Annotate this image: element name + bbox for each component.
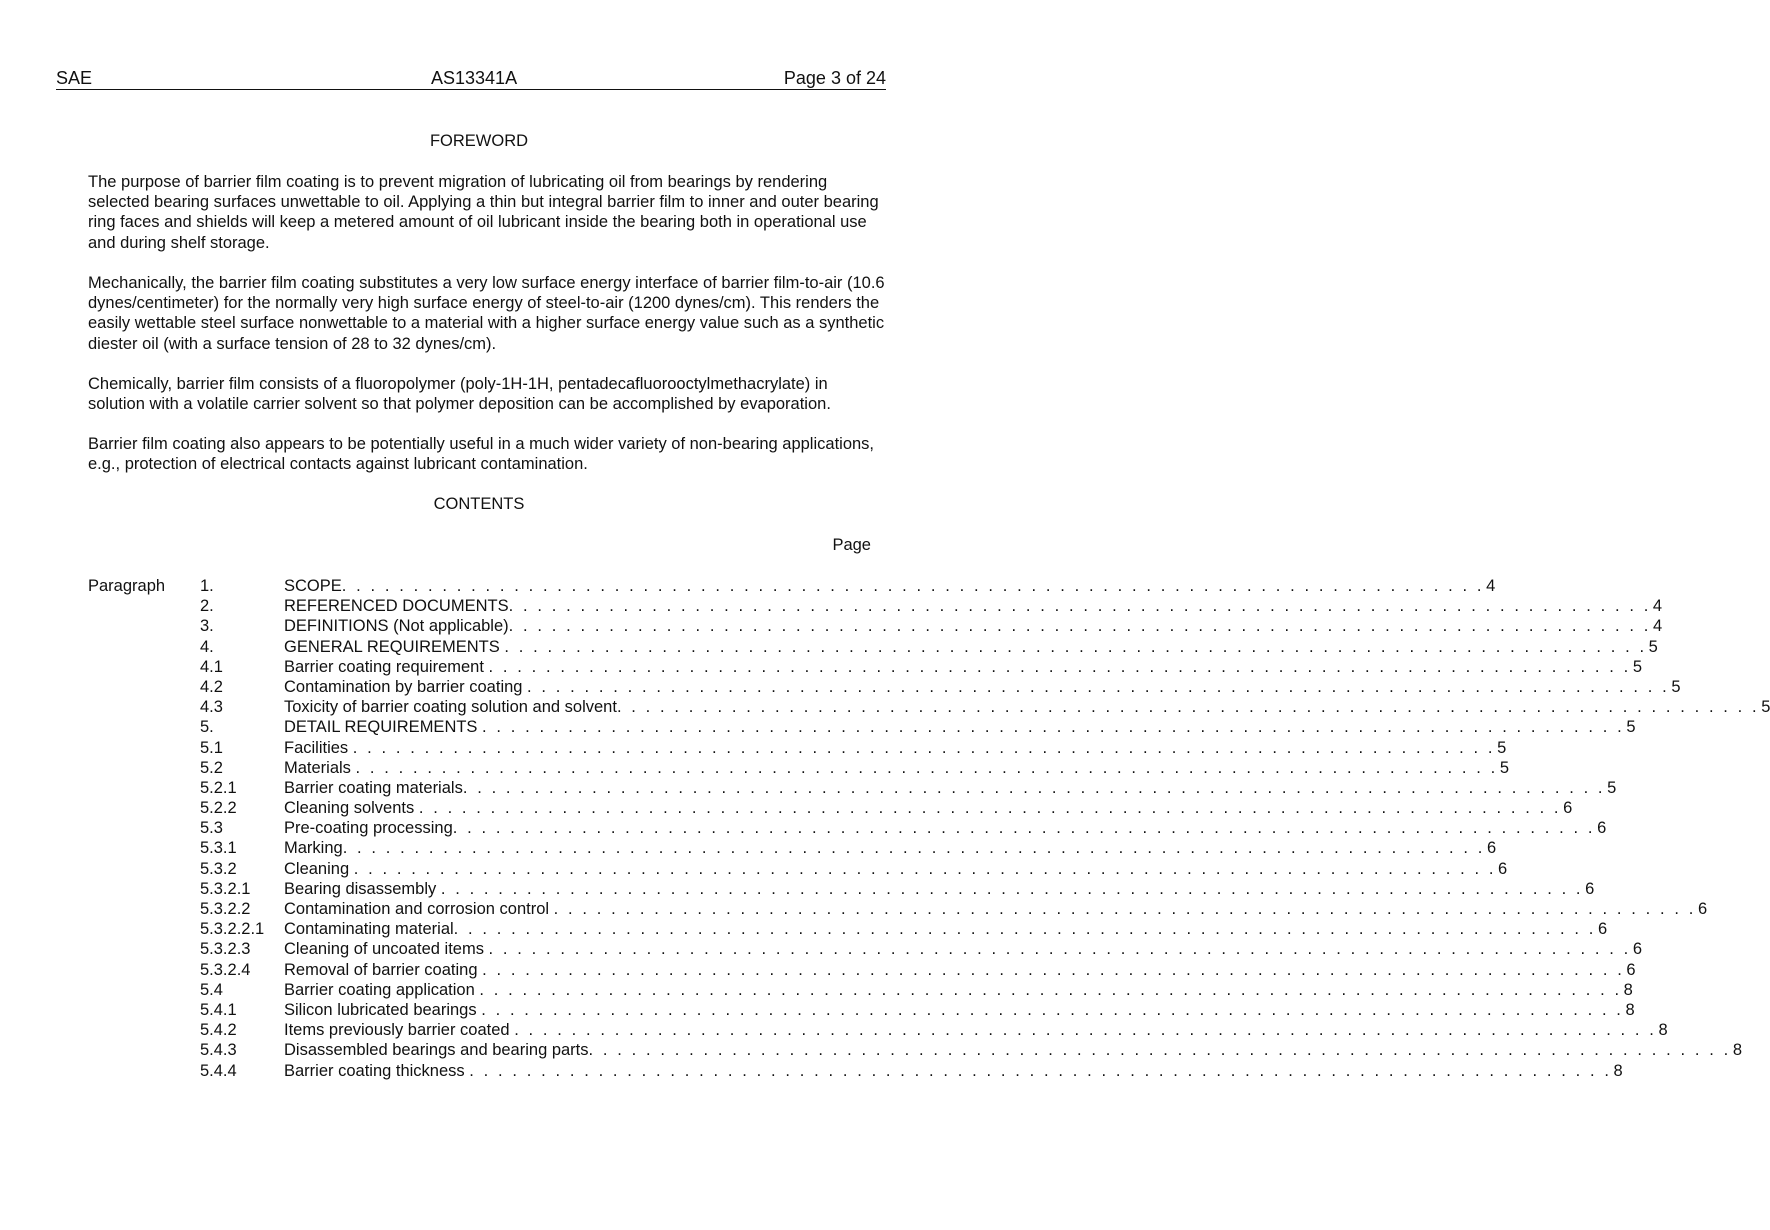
toc-entry-page: 8 <box>1613 1061 1623 1080</box>
toc-entry <box>200 1020 1668 1040</box>
toc-entry-page: 6 <box>1486 839 1497 858</box>
foreword-title: FOREWORD <box>429 132 529 150</box>
toc-entry-number: 1. <box>200 577 214 595</box>
toc-entry-number: 5. <box>200 718 214 737</box>
toc-dot-leader: . . . . . . . . . . . . . . . . . . . . . . . . . . . . . . . . . . . . . . . . . . . . . . . . . . . . . . . . . . . . . . . . . . . . . . . . . . . . . . . . <box>341 577 1485 595</box>
header-organization: SAE <box>56 68 93 88</box>
toc-entry-page: 8 <box>1658 1021 1668 1040</box>
contents-title: CONTENTS <box>433 495 525 513</box>
toc-entry-number: 4. <box>200 637 214 656</box>
page-header <box>56 67 886 90</box>
toc-entry-title: REFERENCED DOCUMENTS <box>284 597 509 616</box>
toc-entry-page: 5 <box>1499 758 1510 777</box>
toc-entry-page: 8 <box>1625 1000 1635 1019</box>
toc-entry-title: Cleaning <box>284 859 354 878</box>
toc-entry-number: 5.3.2.1 <box>200 879 251 898</box>
toc-entry-number: 4.2 <box>200 677 223 696</box>
toc-entry <box>200 919 1608 939</box>
toc-entry-page: 6 <box>1563 799 1573 818</box>
toc-entry-number: 5.4.2 <box>200 1021 237 1040</box>
contents-page-column-label: Page <box>832 536 871 554</box>
toc-entry-number: 5.4.1 <box>200 1000 237 1019</box>
toc-entry <box>200 859 1508 879</box>
toc-entry-title: Barrier coating application <box>284 980 480 999</box>
toc-entry-page: 6 <box>1597 819 1607 838</box>
toc-entry-title: SCOPE <box>284 577 342 595</box>
toc-entry-title: Contaminating material <box>284 920 454 939</box>
toc-dot-leader: . . . . . . . . . . . . . . . . . . . . . . . . . . . . . . . . . . . . . . . . . . . . . . . . . . . . . . . . . . . . . . . . . . . . . . . . . . . . . . . . <box>482 960 1625 979</box>
toc-entry-title: Items previously barrier coated <box>284 1021 515 1040</box>
toc-entry <box>200 637 1658 657</box>
foreword-paragraph-4: Barrier film coating also appears to be potentially useful in a much wider variety of non-bearing applications, e.g., protection of electrical contacts against lubricant contamination. <box>88 435 875 474</box>
toc-dot-leader: . . . . . . . . . . . . . . . . . . . . . . . . . . . . . . . . . . . . . . . . . . . . . . . . . . . . . . . . . . . . . . . . . . . . . . . . . . . . . . . . <box>418 799 1562 818</box>
toc-entry-title: GENERAL REQUIREMENTS <box>284 637 505 656</box>
toc-dot-leader: . . . . . . . . . . . . . . . . . . . . . . . . . . . . . . . . . . . . . . . . . . . . . . . . . . . . . . . . . . . . . . . . . . . . . . . . . . . . . . . . <box>355 758 1498 777</box>
toc-entry-title: Marking <box>284 839 343 858</box>
toc-entry-number: 2. <box>200 597 214 616</box>
toc-entry-title: Contamination and corrosion control <box>284 900 554 918</box>
toc-entry-number: 5.2.2 <box>200 799 237 818</box>
toc-dot-leader: . . . . . . . . . . . . . . . . . . . . . . . . . . . . . . . . . . . . . . . . . . . . . . . . . . . . . . . . . . . . . . . . . . . . . . . . . . . . . . . . <box>440 879 1584 898</box>
toc-entry <box>200 576 1496 596</box>
toc-entry <box>200 798 1573 818</box>
toc-dot-leader: . . . . . . . . . . . . . . . . . . . . . . . . . . . . . . . . . . . . . . . . . . . . . . . . . . . . . . . . . . . . . . . . . . . . . . . . . . . . . . . . <box>508 617 1651 636</box>
toc-entry <box>200 758 1510 778</box>
toc-dot-leader: . . . . . . . . . . . . . . . . . . . . . . . . . . . . . . . . . . . . . . . . . . . . . . . . . . . . . . . . . . . . . . . . . . . . . . . . . . . . . . . . <box>488 940 1631 959</box>
toc-dot-leader: . . . . . . . . . . . . . . . . . . . . . . . . . . . . . . . . . . . . . . . . . . . . . . . . . . . . . . . . . . . . . . . . . . . . . . . . . . . . . . . . <box>453 920 1596 939</box>
toc-dot-leader: . . . . . . . . . . . . . . . . . . . . . . . . . . . . . . . . . . . . . . . . . . . . . . . . . . . . . . . . . . . . . . . . . . . . . . . . . . . . . . . . <box>479 980 1622 999</box>
toc-entry-page: 6 <box>1585 879 1595 898</box>
toc-entry-title: Bearing disassembly <box>284 879 441 898</box>
toc-entry-number: 5.3.2 <box>200 859 237 878</box>
foreword-paragraph-3: Chemically, barrier film consists of a fluoropolymer (poly-1H-1H, pentadecafluorooctylmethacrylate) in solution with a volatile carrier solvent so that polymer deposition can be accomplished by evaporation. <box>88 375 831 414</box>
toc-entry-number: 4.1 <box>200 657 223 676</box>
toc-entry-title: Materials <box>284 758 356 777</box>
toc-entry <box>200 616 1663 636</box>
toc-entry <box>200 838 1497 858</box>
toc-entry-number: 5.1 <box>200 738 223 757</box>
toc-entry-page: 8 <box>1623 980 1633 999</box>
toc-dot-leader: . . . . . . . . . . . . . . . . . . . . . . . . . . . . . . . . . . . . . . . . . . . . . . . . . . . . . . . . . . . . . . . . . . . . . . . . . . . . . . . . <box>527 677 1670 696</box>
toc-entry-title: Contamination by barrier coating <box>284 677 528 696</box>
toc-entry-title: Barrier coating requirement <box>284 657 489 676</box>
toc-entry-number: 5.2 <box>200 758 223 777</box>
toc-dot-leader: . . . . . . . . . . . . . . . . . . . . . . . . . . . . . . . . . . . . . . . . . . . . . . . . . . . . . . . . . . . . . . . . . . . . . . . . . . . . . . . . <box>514 1021 1657 1040</box>
toc-entry <box>200 960 1636 980</box>
toc-entry-number: 5.3.1 <box>200 839 237 858</box>
toc-entry <box>200 939 1643 959</box>
toc-entry-page: 5 <box>1607 778 1617 797</box>
toc-entry-title: Barrier coating materials <box>284 778 463 797</box>
toc-entry-page: 4 <box>1486 577 1496 595</box>
toc-dot-leader: . . . . . . . . . . . . . . . . . . . . . . . . . . . . . . . . . . . . . . . . . . . . . . . . . . . . . . . . . . . . . . . . . . . . . . . . . . . . . . . . <box>353 859 1497 878</box>
toc-entry-title: Barrier coating thickness <box>284 1061 470 1080</box>
toc-entry-page: 8 <box>1732 1041 1742 1060</box>
foreword-paragraph-2: Mechanically, the barrier film coating substitutes a very low surface energy interface of barrier film-to-air (10.6 dynes/centimeter) for the normally very high surface energy of steel-to-air (1200 dynes/cm). This renders the easily wettable steel surface nonwettable to a material with a higher surface energy value such as a synthetic diester oil (with a surface tension of 28 to 32 dynes/cm). <box>88 274 885 353</box>
toc-entry <box>200 980 1633 1000</box>
toc-entry <box>200 1061 1623 1081</box>
toc-entry <box>200 778 1617 798</box>
toc-entry <box>200 697 1770 717</box>
toc-entry-number: 5.4.3 <box>200 1041 237 1060</box>
toc-entry-number: 5.3 <box>200 819 223 838</box>
header-page-number: Page 3 of 24 <box>783 68 886 88</box>
toc-entry-title: Toxicity of barrier coating solution and solvent <box>284 698 617 717</box>
toc-entry-title: Cleaning of uncoated items <box>284 940 489 959</box>
toc-dot-leader: . . . . . . . . . . . . . . . . . . . . . . . . . . . . . . . . . . . . . . . . . . . . . . . . . . . . . . . . . . . . . . . . . . . . . . . . . . . . . . . . <box>342 839 1485 858</box>
toc-entry-number: 5.4 <box>200 980 223 999</box>
toc-entry <box>200 879 1595 899</box>
toc-entry <box>200 1000 1635 1020</box>
toc-entry <box>200 717 1636 737</box>
toc-entry-title: Silicon lubricated bearings <box>284 1000 482 1019</box>
table-of-contents <box>200 576 1770 1081</box>
toc-entry-number: 5.4.4 <box>200 1061 237 1080</box>
toc-entry-page: 6 <box>1632 940 1643 959</box>
toc-entry-number: 4.3 <box>200 698 223 717</box>
toc-dot-leader: . . . . . . . . . . . . . . . . . . . . . . . . . . . . . . . . . . . . . . . . . . . . . . . . . . . . . . . . . . . . . . . . . . . . . . . . . . . . . . . . <box>481 1000 1624 1019</box>
toc-entry-page: 4 <box>1652 597 1663 616</box>
toc-entry-title: Pre-coating processing <box>284 819 453 838</box>
toc-entry-page: 6 <box>1597 920 1608 939</box>
toc-entry-number: 5.3.2.2.1 <box>200 920 265 939</box>
toc-dot-leader: . . . . . . . . . . . . . . . . . . . . . . . . . . . . . . . . . . . . . . . . . . . . . . . . . . . . . . . . . . . . . . . . . . . . . . . . . . . . . . . . <box>588 1041 1731 1060</box>
toc-dot-leader: . . . . . . . . . . . . . . . . . . . . . . . . . . . . . . . . . . . . . . . . . . . . . . . . . . . . . . . . . . . . . . . . . . . . . . . . . . . . . . . . <box>482 718 1625 737</box>
toc-entry-page: 5 <box>1648 637 1658 656</box>
toc-entry-number: 3. <box>200 617 214 636</box>
toc-entry-page: 6 <box>1626 960 1636 979</box>
toc-entry-title: Disassembled bearings and bearing parts <box>284 1041 589 1060</box>
toc-entry-title: Facilities <box>284 738 353 757</box>
toc-entry-number: 5.3.2.4 <box>200 960 251 979</box>
toc-entry-page: 4 <box>1652 617 1663 636</box>
toc-dot-leader: . . . . . . . . . . . . . . . . . . . . . . . . . . . . . . . . . . . . . . . . . . . . . . . . . . . . . . . . . . . . . . . . . . . . . . . . . . . . . . . . <box>488 657 1631 676</box>
toc-entry-title: DETAIL REQUIREMENTS <box>284 718 483 737</box>
toc-dot-leader: . . . . . . . . . . . . . . . . . . . . . . . . . . . . . . . . . . . . . . . . . . . . . . . . . . . . . . . . . . . . . . . . . . . . . . . . . . . . . . . . <box>504 637 1647 656</box>
toc-entry <box>200 677 1681 697</box>
contents-paragraph-label: Paragraph <box>88 577 166 595</box>
toc-dot-leader: . . . . . . . . . . . . . . . . . . . . . . . . . . . . . . . . . . . . . . . . . . . . . . . . . . . . . . . . . . . . . . . . . . . . . . . . . . . . . . . . <box>452 819 1596 838</box>
toc-dot-leader: . . . . . . . . . . . . . . . . . . . . . . . . . . . . . . . . . . . . . . . . . . . . . . . . . . . . . . . . . . . . . . . . . . . . . . . . . . . . . . . . <box>462 778 1606 797</box>
toc-entry-title: DEFINITIONS (Not applicable) <box>284 617 509 636</box>
toc-entry <box>200 818 1607 838</box>
toc-entry <box>200 899 1708 919</box>
toc-entry <box>200 657 1642 677</box>
toc-entry-page: 5 <box>1626 718 1636 737</box>
toc-entry-page: 5 <box>1671 677 1681 696</box>
toc-entry-number: 5.2.1 <box>200 778 237 797</box>
toc-entry-title: Cleaning solvents <box>284 799 419 818</box>
header-document-number: AS13341A <box>431 68 518 88</box>
toc-entry-page: 6 <box>1498 859 1508 878</box>
toc-entry-page: 6 <box>1697 900 1708 918</box>
foreword-paragraph-1: The purpose of barrier film coating is to prevent migration of lubricating oil from bearings by rendering selected bearing surfaces unwettable to oil. Applying a thin but integral barrier film to inner and outer bearing ring faces and shields will keep a metered amount of oil lubricant inside the bearing both in operational use and during shelf storage. <box>88 173 879 252</box>
toc-dot-leader: . . . . . . . . . . . . . . . . . . . . . . . . . . . . . . . . . . . . . . . . . . . . . . . . . . . . . . . . . . . . . . . . . . . . . . . . . . . . . . . . <box>616 698 1760 717</box>
toc-entry-page: 5 <box>1632 657 1642 676</box>
toc-entry-number: 5.3.2.3 <box>200 940 251 959</box>
toc-entry <box>200 1040 1742 1060</box>
toc-entry <box>200 596 1663 616</box>
toc-entry <box>200 738 1507 758</box>
toc-dot-leader: . . . . . . . . . . . . . . . . . . . . . . . . . . . . . . . . . . . . . . . . . . . . . . . . . . . . . . . . . . . . . . . . . . . . . . . . . . . . . . . . <box>553 900 1696 918</box>
toc-entry-page: 5 <box>1761 698 1770 717</box>
toc-entry-number: 5.3.2.2 <box>200 900 251 918</box>
toc-dot-leader: . . . . . . . . . . . . . . . . . . . . . . . . . . . . . . . . . . . . . . . . . . . . . . . . . . . . . . . . . . . . . . . . . . . . . . . . . . . . . . . . <box>352 738 1496 757</box>
toc-entry-page: 5 <box>1497 738 1507 757</box>
toc-dot-leader: . . . . . . . . . . . . . . . . . . . . . . . . . . . . . . . . . . . . . . . . . . . . . . . . . . . . . . . . . . . . . . . . . . . . . . . . . . . . . . . . <box>469 1061 1612 1080</box>
toc-dot-leader: . . . . . . . . . . . . . . . . . . . . . . . . . . . . . . . . . . . . . . . . . . . . . . . . . . . . . . . . . . . . . . . . . . . . . . . . . . . . . . . . <box>508 597 1651 616</box>
toc-entry-title: Removal of barrier coating <box>284 960 483 979</box>
